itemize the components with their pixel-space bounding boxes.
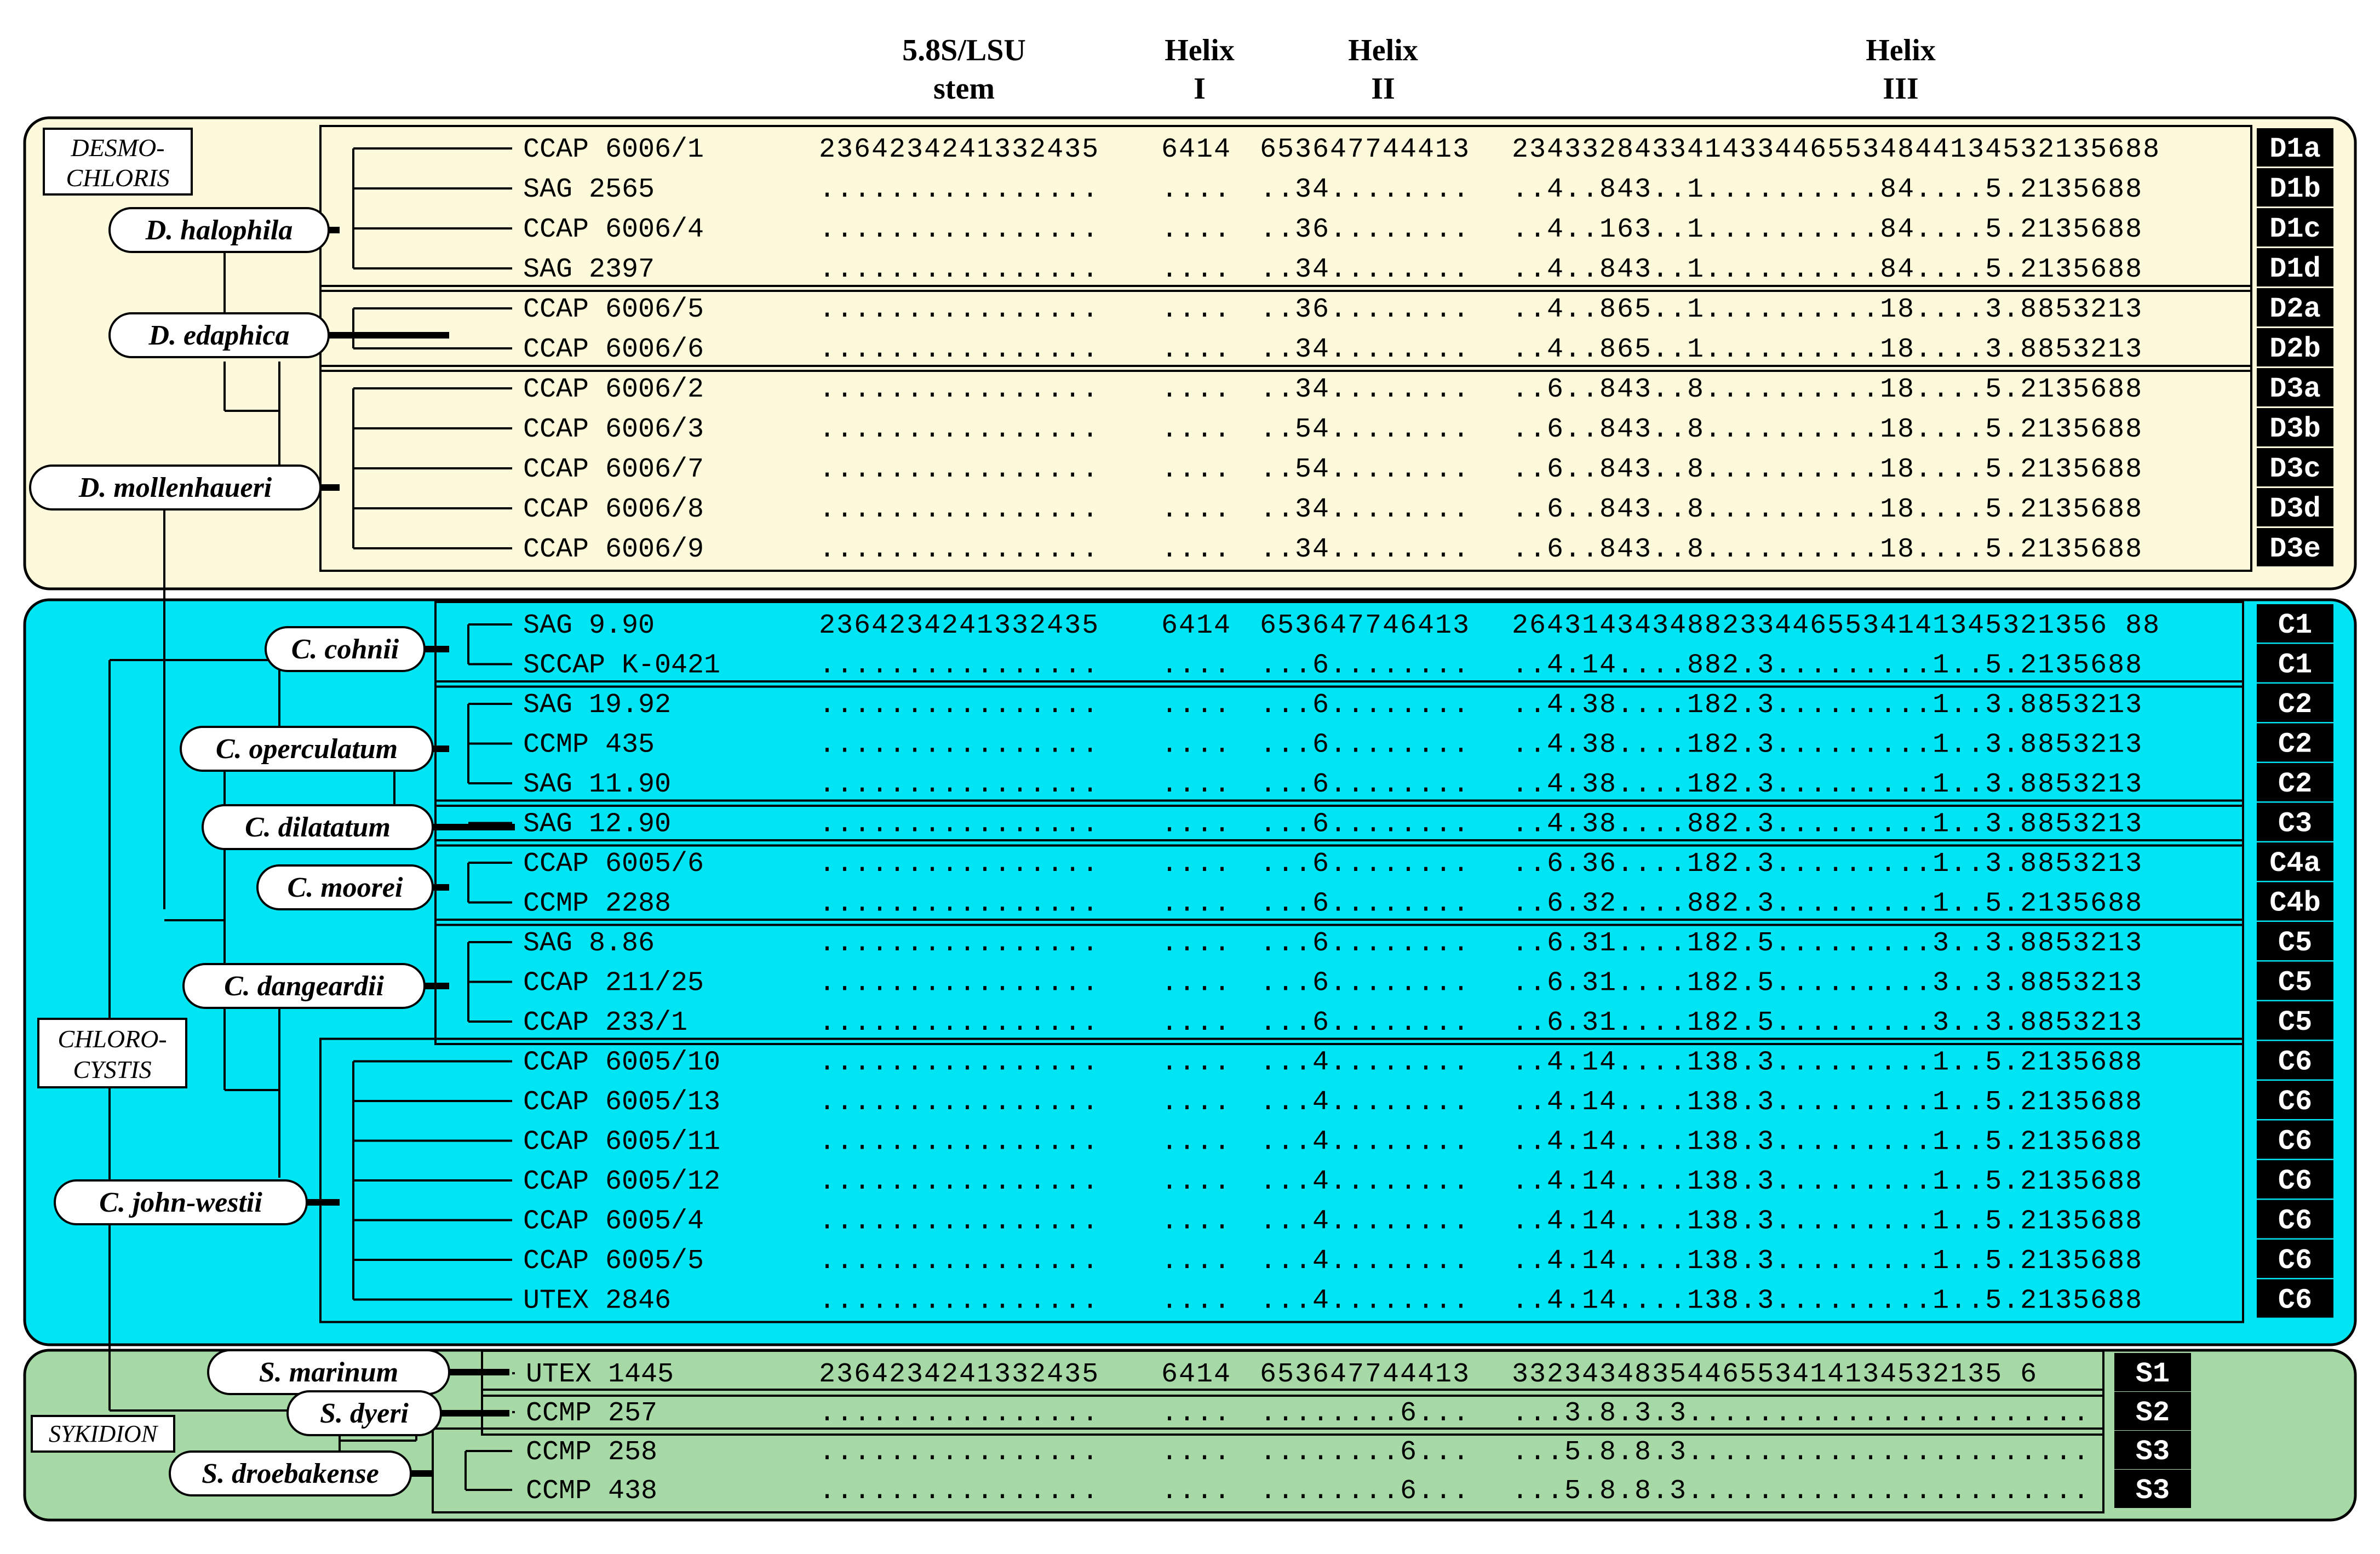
genotype-label: C5 xyxy=(2278,1006,2313,1039)
sequence-h3: ..4.14....138.3.........1..5.2135688 xyxy=(1512,1285,2143,1317)
sequence-h3: ..6.31....182.5.........3..3.8853213 xyxy=(1512,928,2143,959)
sequence-h2: ........6... xyxy=(1260,1437,1471,1468)
genotype-label: C1 xyxy=(2278,609,2313,641)
sequence-h3: ..6.31....182.5.........3..3.8853213 xyxy=(1512,967,2143,999)
sequence-h3: ...3.8.3.3....................... xyxy=(1512,1398,2091,1429)
header-helix1-line2: I xyxy=(1194,72,1206,106)
sequence-h3: ..4.14....138.3.........1..5.2135688 xyxy=(1512,1126,2143,1158)
sequence-h3: ..6..843..8..........18....5.2135688 xyxy=(1512,494,2143,525)
sequence-h2: ........6... xyxy=(1260,1398,1471,1429)
sequence-h3: ..4.38....182.3.........1..3.8853213 xyxy=(1512,729,2143,761)
sequence-stem: ................ xyxy=(819,254,1100,285)
species-node xyxy=(208,1350,449,1394)
sequence-h3: ..4.38....182.3.........1..3.8853213 xyxy=(1512,769,2143,800)
species-name: C. cohnii xyxy=(291,634,399,665)
sequence-stem: ................ xyxy=(819,690,1100,721)
genotype-label: C6 xyxy=(2278,1086,2313,1118)
sequence-h2: ...6........ xyxy=(1260,690,1471,721)
sequence-stem: ................ xyxy=(819,1007,1100,1039)
sequence-stem: ................ xyxy=(819,928,1100,959)
strain-name: CCAP 6006/3 xyxy=(523,414,704,445)
strain-name: CCAP 6006/6 xyxy=(523,334,704,365)
clade-name-sykidion-text: SYKIDION xyxy=(48,1420,158,1447)
species-name: C. dilatatum xyxy=(245,812,391,843)
sequence-h1: .... xyxy=(1161,334,1232,365)
genotype-label: S3 xyxy=(2135,1475,2170,1507)
sequence-h3: ..6.31....182.5.........3..3.8853213 xyxy=(1512,1007,2143,1039)
sequence-h1: .... xyxy=(1161,729,1232,761)
sequence-h2: ..34........ xyxy=(1260,494,1471,525)
genotype-label: D3e xyxy=(2269,533,2321,565)
sequence-stem: ................ xyxy=(819,1476,1100,1507)
species-node xyxy=(257,865,433,909)
sequence-h1: .... xyxy=(1161,374,1232,405)
genotype-label: D3b xyxy=(2269,413,2321,445)
strain-name: UTEX 1445 xyxy=(526,1359,674,1390)
sequence-h2: ..36........ xyxy=(1260,214,1471,245)
strain-name: CCAP 6005/13 xyxy=(523,1087,721,1118)
genotype-label: C4a xyxy=(2269,847,2321,880)
species-name: C. operculatum xyxy=(215,733,398,765)
species-node xyxy=(110,313,329,357)
strain-name: CCAP 6005/5 xyxy=(523,1246,704,1277)
species-node xyxy=(181,727,433,771)
clade-name-desmochloris-line1: DESMO- xyxy=(71,134,165,162)
sequence-stem: ................ xyxy=(819,888,1100,920)
clade-name-chlorocystis xyxy=(38,1019,186,1087)
sequence-h2: ...4........ xyxy=(1260,1206,1471,1237)
species-name: S. droebakense xyxy=(202,1458,379,1489)
genotype-label: C5 xyxy=(2278,966,2313,999)
sequence-h2: ...4........ xyxy=(1260,1166,1471,1197)
header-stem-line1: 5.8S/LSU xyxy=(902,33,1026,67)
genotype-label: S3 xyxy=(2135,1436,2170,1468)
genotype-label: D2b xyxy=(2269,333,2321,365)
strain-name: CCAP 6006/7 xyxy=(523,454,704,485)
sequence-h3: ..6.36....182.3.........1..3.8853213 xyxy=(1512,848,2143,880)
species-name: C. john-westii xyxy=(99,1187,262,1218)
sequence-stem: ................ xyxy=(819,414,1100,445)
sequence-stem: ................ xyxy=(819,1166,1100,1197)
sequence-h1: .... xyxy=(1161,1285,1232,1317)
species-node xyxy=(110,208,329,252)
sequence-h2: ...4........ xyxy=(1260,1047,1471,1079)
clade-name-chlorocystis-line1: CHLORO- xyxy=(58,1025,167,1053)
strain-name: CCMP 257 xyxy=(526,1398,658,1429)
sequence-h1: .... xyxy=(1161,808,1232,840)
sequence-h2: ...4........ xyxy=(1260,1126,1471,1158)
sequence-h2: 653647744413 xyxy=(1260,134,1471,165)
sequence-h1: .... xyxy=(1161,1476,1232,1507)
strain-name: SAG 2565 xyxy=(523,174,655,205)
sequence-h2: ...6........ xyxy=(1260,888,1471,920)
sequence-h1: .... xyxy=(1161,1047,1232,1079)
sequence-h2: 653647744413 xyxy=(1260,1359,1471,1390)
strain-name: SAG 9.90 xyxy=(523,610,655,641)
header-helix2-line2: II xyxy=(1371,72,1395,106)
sequence-h1: .... xyxy=(1161,294,1232,325)
sequence-h1: .... xyxy=(1161,769,1232,800)
strain-name: CCAP 6005/6 xyxy=(523,848,704,880)
strain-name: CCAP 6006/9 xyxy=(523,534,704,565)
sequence-h1: .... xyxy=(1161,1007,1232,1039)
species-name: S. marinum xyxy=(259,1357,399,1388)
sequence-stem: ................ xyxy=(819,1047,1100,1079)
sequence-h3: ..4.14....138.3.........1..5.2135688 xyxy=(1512,1166,2143,1197)
sequence-h3: ..4..843..1..........84....5.2135688 xyxy=(1512,174,2143,205)
genotype-label: C6 xyxy=(2278,1284,2313,1317)
sequence-h3: ...5.8.8.3....................... xyxy=(1512,1476,2091,1507)
genotype-label: D1c xyxy=(2269,213,2321,245)
sequence-stem: ................ xyxy=(819,334,1100,365)
sequence-h1: .... xyxy=(1161,967,1232,999)
header-helix2-line1: Helix xyxy=(1348,33,1418,67)
sequence-h2: 653647746413 xyxy=(1260,610,1471,641)
genotype-label: C4b xyxy=(2269,887,2321,920)
sequence-h1: .... xyxy=(1161,454,1232,485)
genotype-label: D1d xyxy=(2269,253,2321,285)
sequence-h2: ..34........ xyxy=(1260,374,1471,405)
sequence-h3: ..4..843..1..........84....5.2135688 xyxy=(1512,254,2143,285)
sequence-h1: .... xyxy=(1161,254,1232,285)
genotype-label: S1 xyxy=(2135,1358,2170,1390)
sequence-h2: ...4........ xyxy=(1260,1087,1471,1118)
strain-name: SAG 11.90 xyxy=(523,769,672,800)
sequence-h3: ..6..843..8..........18....5.2135688 xyxy=(1512,534,2143,565)
sequence-h1: .... xyxy=(1161,1206,1232,1237)
sequence-h3: ..6..843..8..........18....5.2135688 xyxy=(1512,374,2143,405)
sequence-h1: .... xyxy=(1161,928,1232,959)
sequence-stem: ................ xyxy=(819,967,1100,999)
sequence-h2: ...6........ xyxy=(1260,967,1471,999)
strain-name: SCCAP K-0421 xyxy=(523,650,721,681)
header-helix3-line2: III xyxy=(1883,72,1919,106)
sequence-h1: .... xyxy=(1161,214,1232,245)
strain-name: CCAP 211/25 xyxy=(523,967,704,999)
strain-name: CCAP 233/1 xyxy=(523,1007,688,1039)
sequence-h2: ...4........ xyxy=(1260,1285,1471,1317)
sequence-h3: ...5.8.8.3....................... xyxy=(1512,1437,2091,1468)
sequence-h1: .... xyxy=(1161,650,1232,681)
sequence-h1: .... xyxy=(1161,494,1232,525)
sequence-h2: ........6... xyxy=(1260,1476,1471,1507)
sequence-stem: ................ xyxy=(819,848,1100,880)
genotype-label: C1 xyxy=(2278,649,2313,681)
strain-name: CCAP 6006/8 xyxy=(523,494,704,525)
sequence-stem: ................ xyxy=(819,1206,1100,1237)
sequence-h1: .... xyxy=(1161,174,1232,205)
species-node xyxy=(30,466,320,509)
genotype-label: S2 xyxy=(2135,1397,2170,1429)
sequence-h1: 6414 xyxy=(1161,1359,1232,1390)
sequence-stem: ................ xyxy=(819,294,1100,325)
species-name: C. moorei xyxy=(287,872,403,903)
sequence-stem: ................ xyxy=(819,1398,1100,1429)
genotype-label: D3c xyxy=(2269,453,2321,485)
species-name: D. mollenhaueri xyxy=(78,472,272,503)
genotype-label: C2 xyxy=(2278,728,2313,761)
sequence-h1: .... xyxy=(1161,690,1232,721)
strain-name: CCMP 258 xyxy=(526,1437,658,1468)
clade-name-sykidion xyxy=(32,1416,174,1452)
header-stem-line2: stem xyxy=(933,72,995,106)
sequence-h1: .... xyxy=(1161,848,1232,880)
sequence-h2: ...6........ xyxy=(1260,729,1471,761)
sequence-h1: .... xyxy=(1161,1087,1232,1118)
genotype-label: C2 xyxy=(2278,689,2313,721)
genotype-label: C2 xyxy=(2278,768,2313,800)
genotype-label: C6 xyxy=(2278,1245,2313,1277)
sequence-h1: .... xyxy=(1161,534,1232,565)
genotype-label: D3a xyxy=(2269,373,2321,405)
sequence-h3: ..4.38....182.3.........1..3.8853213 xyxy=(1512,690,2143,721)
sequence-stem: ................ xyxy=(819,808,1100,840)
header-helix1-line1: Helix xyxy=(1165,33,1235,67)
genotype-label: C3 xyxy=(2278,807,2313,840)
strain-name: CCAP 6006/1 xyxy=(523,134,704,165)
sequence-h2: ..54........ xyxy=(1260,414,1471,445)
sequence-h3: ..4.14....138.3.........1..5.2135688 xyxy=(1512,1047,2143,1079)
genotype-label: D1b xyxy=(2269,173,2321,205)
sequence-h1: .... xyxy=(1161,1398,1232,1429)
sequence-stem: ................ xyxy=(819,1087,1100,1118)
strain-name: SAG 2397 xyxy=(523,254,655,285)
sequence-h2: ...4........ xyxy=(1260,1246,1471,1277)
sequence-stem: ................ xyxy=(819,1246,1100,1277)
strain-name: SAG 8.86 xyxy=(523,928,655,959)
genotype-label: C6 xyxy=(2278,1205,2313,1237)
sequence-h2: ...6........ xyxy=(1260,650,1471,681)
species-node xyxy=(55,1180,307,1224)
strain-name: CCAP 6005/12 xyxy=(523,1166,721,1197)
sequence-h2: ...6........ xyxy=(1260,928,1471,959)
genotype-label: D2a xyxy=(2269,293,2321,325)
species-name: D. halophila xyxy=(145,215,293,246)
species-node xyxy=(183,964,425,1008)
sequence-h1: 6414 xyxy=(1161,134,1232,165)
species-node xyxy=(170,1452,411,1495)
strain-name: CCMP 435 xyxy=(523,729,655,761)
sequence-h3: ..4.38....882.3.........1..3.8853213 xyxy=(1512,808,2143,840)
sequence-h1: .... xyxy=(1161,414,1232,445)
sequence-h2: ..36........ xyxy=(1260,294,1471,325)
sequence-h3: ..4.14....882.3.........1..5.2135688 xyxy=(1512,650,2143,681)
genotype-label: C6 xyxy=(2278,1165,2313,1197)
sequence-h2: ..34........ xyxy=(1260,334,1471,365)
column-headers xyxy=(902,33,1936,106)
sequence-h3: 2343328433414334465534844134532135688 xyxy=(1512,134,2161,165)
sequence-h1: .... xyxy=(1161,1246,1232,1277)
sequence-h3: ..4..865..1..........18....3.8853213 xyxy=(1512,334,2143,365)
sequence-h3: ..4.14....138.3.........1..5.2135688 xyxy=(1512,1206,2143,1237)
species-node xyxy=(203,805,433,849)
sequence-h3: 3323434835446553414134532135 6 xyxy=(1512,1359,2038,1390)
strain-name: CCAP 6006/2 xyxy=(523,374,704,405)
header-helix3-line1: Helix xyxy=(1866,33,1936,67)
sequence-h3: ..4.14....138.3.........1..5.2135688 xyxy=(1512,1087,2143,1118)
strain-name: CCAP 6006/5 xyxy=(523,294,704,325)
sequence-h2: ...6........ xyxy=(1260,769,1471,800)
strain-name: CCAP 6006/4 xyxy=(523,214,704,245)
sequence-h3: ..4..163..1..........84....5.2135688 xyxy=(1512,214,2143,245)
strain-name: CCMP 2288 xyxy=(523,888,672,920)
sequence-stem: ................ xyxy=(819,650,1100,681)
species-name: D. edaphica xyxy=(148,320,290,351)
strain-name: CCAP 6005/11 xyxy=(523,1126,721,1158)
sequence-h1: .... xyxy=(1161,1126,1232,1158)
sequence-h2: ...6........ xyxy=(1260,1007,1471,1039)
sequence-h1: .... xyxy=(1161,888,1232,920)
species-node xyxy=(288,1391,441,1435)
sequence-stem: ................ xyxy=(819,454,1100,485)
sequence-stem: ................ xyxy=(819,174,1100,205)
sequence-stem: 2364234241332435 xyxy=(819,610,1100,641)
sequence-h2: ..34........ xyxy=(1260,534,1471,565)
sequence-stem: ................ xyxy=(819,374,1100,405)
strain-name: CCAP 6005/4 xyxy=(523,1206,704,1237)
strain-name: CCMP 438 xyxy=(526,1476,658,1507)
sequence-h2: ..34........ xyxy=(1260,254,1471,285)
sequence-h1: 6414 xyxy=(1161,610,1232,641)
sequence-stem: ................ xyxy=(819,769,1100,800)
genotype-label: D3d xyxy=(2269,493,2321,525)
sequence-stem: ................ xyxy=(819,1285,1100,1317)
sequence-stem: ................ xyxy=(819,534,1100,565)
clade-name-desmochloris xyxy=(44,129,192,194)
species-name: C. dangeardii xyxy=(224,971,384,1002)
sequence-h3: ..4..865..1..........18....3.8853213 xyxy=(1512,294,2143,325)
sequence-h1: .... xyxy=(1161,1166,1232,1197)
sequence-stem: ................ xyxy=(819,214,1100,245)
species-node xyxy=(266,627,425,671)
species-name: S. dyeri xyxy=(320,1398,409,1429)
sequence-stem: 2364234241332435 xyxy=(819,134,1100,165)
sequence-h3: ..4.14....138.3.........1..5.2135688 xyxy=(1512,1246,2143,1277)
clade-name-chlorocystis-line2: CYSTIS xyxy=(73,1056,152,1083)
genotype-label: C6 xyxy=(2278,1125,2313,1158)
sequence-stem: 2364234241332435 xyxy=(819,1359,1100,1390)
genotype-label: D1a xyxy=(2269,133,2321,165)
sequence-h3: ..6..843..8..........18....5.2135688 xyxy=(1512,454,2143,485)
clade-name-desmochloris-line2: CHLORIS xyxy=(66,164,170,192)
sequence-h3: 2643143434882334465534141345321356 88 xyxy=(1512,610,2161,641)
strain-name: UTEX 2846 xyxy=(523,1285,672,1317)
sequence-h2: ...6........ xyxy=(1260,808,1471,840)
sequence-h2: ..54........ xyxy=(1260,454,1471,485)
strain-name: SAG 19.92 xyxy=(523,690,672,721)
sequence-stem: ................ xyxy=(819,494,1100,525)
strain-name: SAG 12.90 xyxy=(523,808,672,840)
sequence-stem: ................ xyxy=(819,1437,1100,1468)
sequence-h2: ..34........ xyxy=(1260,174,1471,205)
sequence-h3: ..6..843..8..........18....5.2135688 xyxy=(1512,414,2143,445)
sequence-h3: ..6.32....882.3.........1..5.2135688 xyxy=(1512,888,2143,920)
genotype-label: C5 xyxy=(2278,927,2313,959)
sequence-h2: ...6........ xyxy=(1260,848,1471,880)
sequence-stem: ................ xyxy=(819,1126,1100,1158)
strain-name: CCAP 6005/10 xyxy=(523,1047,721,1079)
sequence-h1: .... xyxy=(1161,1437,1232,1468)
genotype-label: C6 xyxy=(2278,1046,2313,1079)
sequence-stem: ................ xyxy=(819,729,1100,761)
